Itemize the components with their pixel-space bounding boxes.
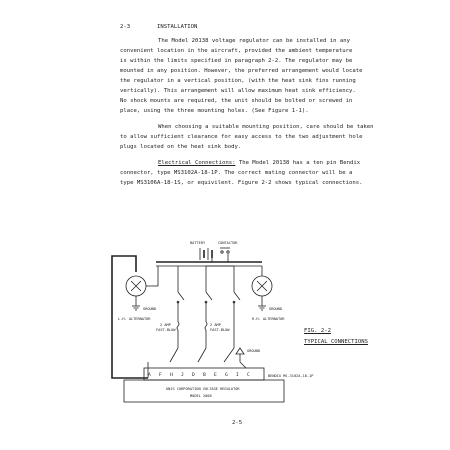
center-ground-symbol: [236, 348, 244, 362]
figure-number: FIG. 2-2: [304, 328, 331, 334]
figure-caption: TYPICAL CONNECTIONS: [304, 339, 368, 345]
regulator-label-line-1: UNIS CORPORATION VOLTAGE REGULATOR: [166, 387, 240, 391]
fuse-right-label-2: FAST-BLOW: [210, 328, 230, 332]
paragraph-1-line-2: convenient location in the aircraft, provided the ambient temperature: [120, 48, 353, 54]
section-title: INSTALLATION: [157, 24, 198, 30]
electrical-connections-heading: Electrical Connections:: [158, 160, 236, 166]
left-switch: [177, 292, 184, 322]
paragraph-1-line-8: place, using the three mounting holes. (See Figure 1-1).: [120, 108, 309, 114]
fuse-right-label-1: 2 AMP: [210, 323, 221, 327]
paragraph-3-line-1-text: The Model 20138 has a ten pin Bendix: [235, 160, 361, 166]
pin-c: C: [247, 373, 250, 378]
pin-b: B: [203, 373, 206, 378]
section-number: 2-3: [120, 24, 131, 30]
paragraph-3-line-3: type MS3106A-18-1S, or equivilent. Figure 2-2 shows typical connections.: [120, 180, 363, 186]
paragraph-2-line-1: When choosing a suitable mounting position, care should be taken: [158, 124, 374, 130]
fuse-left-label-1: 2 AMP: [160, 323, 171, 327]
right-fuse: [205, 322, 207, 348]
paragraph-1-line-1: The Model 20138 voltage regulator can be installed in any: [158, 38, 350, 44]
rh-alternator-label: R.H. ALTERNATOR: [252, 317, 285, 321]
center-switch: [205, 292, 212, 322]
contactor-label: CONTACTOR: [218, 241, 238, 245]
pin-g: G: [225, 373, 228, 378]
battery-label: BATTERY: [190, 241, 206, 245]
paragraph-2-line-3: plugs located on the heat sink body.: [120, 144, 242, 150]
page-number: 2-5: [232, 420, 243, 426]
ground-right-label: GROUND: [269, 307, 282, 311]
paragraph-3-line-2: connector, type MS3102A-18-1P. The correct mating connector will be a: [120, 170, 353, 176]
paragraph-1-line-6: vertically). This arrangement will allow maximum heat sink efficiency.: [120, 88, 356, 94]
paragraph-1-line-3: is within the limits specified in paragraph 2-2. The regulator may be: [120, 58, 353, 64]
pin-a: A: [148, 373, 151, 378]
left-fuse: [177, 322, 179, 348]
pin-i: I: [236, 373, 239, 378]
pin-d: D: [192, 373, 195, 378]
paragraph-2-line-2: to allow sufficient clearance for easy access to the two adjustment hole: [120, 134, 363, 140]
regulator-body: [124, 380, 284, 402]
ground-left-label: GROUND: [143, 307, 156, 311]
pin-f: F: [159, 373, 162, 378]
paragraph-1-line-5: the regulator in a vertical position, (with the heat sink fins running: [120, 78, 356, 84]
pin-e: E: [214, 373, 217, 378]
ground-center-label: GROUND: [247, 349, 260, 353]
right-switch: [233, 292, 240, 348]
lh-alternator-symbol: [126, 266, 158, 310]
contactor-symbol: [220, 248, 230, 253]
lh-alternator-label: L.H. ALTERNATOR: [118, 317, 151, 321]
pin-j: J: [181, 373, 184, 378]
paragraph-1-line-7: No shock mounts are required, the unit should be bolted or screwed in: [120, 98, 353, 104]
fuse-left-label-2: FAST-BLOW: [156, 328, 176, 332]
rh-alternator-symbol: [252, 266, 272, 310]
connector-label: BENDIX MS-3102A-18-1P: [268, 374, 314, 378]
battery-symbol: [200, 248, 212, 260]
pin-h: H: [170, 373, 173, 378]
regulator-label-line-2: MODEL 2008: [190, 394, 212, 398]
paragraph-1-line-4: mounted in any position. However, the preferred arrangement would locate: [120, 68, 363, 74]
